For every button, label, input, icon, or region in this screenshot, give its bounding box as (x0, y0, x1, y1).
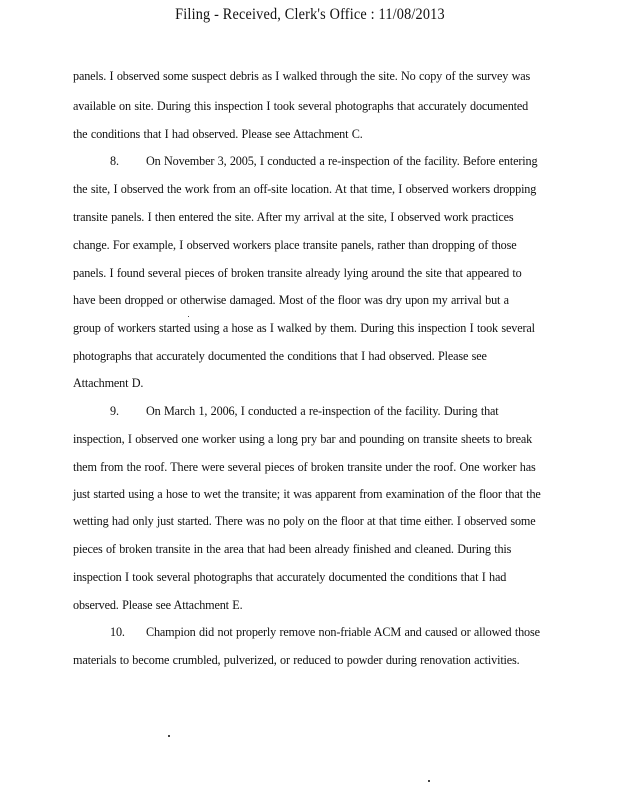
scan-speck (188, 316, 189, 317)
text-line: materials to become crumbled, pulverized, or reduced to powder during renovation activities. (73, 653, 520, 667)
paragraph-9-first-line (110, 404, 499, 419)
paragraph-10-first-line (110, 625, 540, 640)
text-line: the site, I observed the work from an off-site location. At that time, I observed workers dropping (73, 182, 537, 196)
text-line: available on site. During this inspection I took several photographs that accurately documented (73, 99, 529, 113)
text-line: wetting had only just started. There was no poly on the floor at that time either. I observed some (73, 514, 536, 528)
scan-speck (428, 780, 430, 782)
text-line: group of workers started using a hose as I walked by them. During this inspection I took several (73, 321, 535, 335)
filing-stamp-header: Filing - Received, Clerk's Office : 11/08/2013 (175, 6, 445, 23)
paragraph-number: 10. (110, 625, 125, 639)
paragraph-number: 9. (110, 404, 119, 418)
text-line: On March 1, 2006, I conducted a re-inspection of the facility. During that (146, 404, 499, 418)
text-line: change. For example, I observed workers place transite panels, rather than dropping of those (73, 238, 517, 252)
text-line: Champion did not properly remove non-friable ACM and caused or allowed those (146, 625, 540, 639)
text-line: them from the roof. There were several pieces of broken transite under the roof. One worker has (73, 460, 536, 474)
text-line: On November 3, 2005, I conducted a re-inspection of the facility. Before entering (146, 154, 538, 168)
text-line: have been dropped or otherwise damaged. Most of the floor was dry upon my arrival but a (73, 293, 509, 307)
text-line: panels. I found several pieces of broken transite already lying around the site that appeared to (73, 266, 522, 280)
text-line: transite panels. I then entered the site. After my arrival at the site, I observed work practices (73, 210, 514, 224)
text-line: the conditions that I had observed. Please see Attachment C. (73, 127, 363, 141)
text-line: inspection I took several photographs that accurately documented the conditions that I had (73, 570, 507, 584)
text-line: just started using a hose to wet the transite; it was apparent from examination of the floor that the (73, 487, 541, 501)
text-line: observed. Please see Attachment E. (73, 598, 243, 612)
scan-speck (168, 735, 170, 737)
text-line: panels. I observed some suspect debris as I walked through the site. No copy of the survey was (73, 69, 531, 83)
text-line: pieces of broken transite in the area that had been already finished and cleaned. During this (73, 542, 512, 556)
text-line: Attachment D. (73, 376, 144, 390)
text-line: inspection, I observed one worker using a long pry bar and pounding on transite sheets to break (73, 432, 533, 446)
text-line: photographs that accurately documented the conditions that I had observed. Please see (73, 349, 487, 363)
paragraph-number: 8. (110, 154, 119, 168)
paragraph-8-first-line (110, 154, 537, 169)
